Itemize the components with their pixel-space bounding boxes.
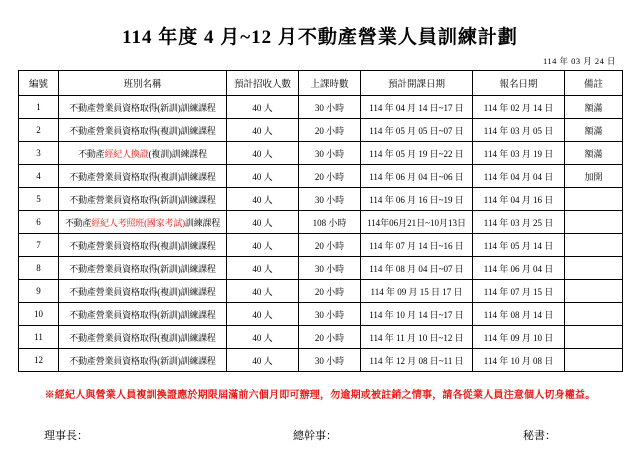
signature-chairman: 理事長： xyxy=(44,430,88,442)
cell-quota: 40 人 xyxy=(227,303,299,326)
cell-no: 8 xyxy=(19,257,59,280)
class-name-plain: 不動產 xyxy=(78,148,105,159)
cell-hours: 30 小時 xyxy=(299,257,361,280)
table-body xyxy=(19,96,623,372)
cell-hours: 20 小時 xyxy=(299,119,361,142)
cell-note: 額滿 xyxy=(565,96,623,119)
cell-note xyxy=(565,326,623,349)
table-row xyxy=(19,349,623,372)
class-name-plain: 不動產營業員資格取得(複訓)訓練課程 xyxy=(69,286,216,297)
cell-note xyxy=(565,188,623,211)
cell-hours: 108 小時 xyxy=(299,211,361,234)
cell-class-name xyxy=(59,211,227,234)
cell-signup: 114 年 03 月 19 日 xyxy=(473,142,565,165)
class-name-plain: 不動產營業員資格取得(複訓)訓練課程 xyxy=(69,332,216,343)
cell-quota: 40 人 xyxy=(227,96,299,119)
signature-secretary: 秘書： xyxy=(523,430,557,442)
cell-no: 11 xyxy=(19,326,59,349)
cell-quota: 40 人 xyxy=(227,142,299,165)
cell-hours: 30 小時 xyxy=(299,303,361,326)
cell-class-name xyxy=(59,280,227,303)
cell-dates: 114 年 08 月 04 日~07 日 xyxy=(361,257,473,280)
cell-dates: 114 年 05 月 05 日~07 日 xyxy=(361,119,473,142)
cell-note xyxy=(565,349,623,372)
cell-class-name xyxy=(59,303,227,326)
table-row xyxy=(19,142,623,165)
cell-note xyxy=(565,303,623,326)
cell-signup: 114 年 04 月 16 日 xyxy=(473,188,565,211)
class-name-plain: 不動產營業員資格取得(新訓)訓練課程 xyxy=(69,263,216,274)
cell-quota: 40 人 xyxy=(227,349,299,372)
column-header-name: 班別名稱 xyxy=(59,71,227,96)
cell-class-name xyxy=(59,142,227,165)
cell-dates: 114 年 07 月 14 日~16 日 xyxy=(361,234,473,257)
class-name-highlight: 經紀人換證 xyxy=(104,148,149,159)
cell-signup: 114 年 07 月 15 日 xyxy=(473,280,565,303)
cell-dates: 114 年 12 月 08 日~11 日 xyxy=(361,349,473,372)
table-row xyxy=(19,96,623,119)
cell-quota: 40 人 xyxy=(227,119,299,142)
cell-dates: 114 年 10 月 14 日~17 日 xyxy=(361,303,473,326)
cell-class-name xyxy=(59,119,227,142)
column-header-quota: 預計招收人數 xyxy=(227,71,299,96)
table-row xyxy=(19,257,623,280)
signature-block xyxy=(18,427,622,443)
cell-note xyxy=(565,280,623,303)
class-name-plain: 不動產 xyxy=(64,217,92,228)
cell-dates: 114 年 09 月 15 日 17 日 xyxy=(361,280,473,303)
class-name-plain: 不動產營業員資格取得(新訓)訓練課程 xyxy=(69,309,216,320)
class-name-plain: 不動產營業員資格取得(新訓)訓練課程 xyxy=(69,194,216,205)
cell-hours: 20 小時 xyxy=(299,165,361,188)
class-name-suffix: (複訓)訓練課程 xyxy=(148,148,207,159)
cell-signup: 114 年 05 月 14 日 xyxy=(473,234,565,257)
cell-no: 4 xyxy=(19,165,59,188)
cell-no: 5 xyxy=(19,188,59,211)
cell-signup: 114 年 03 月 05 日 xyxy=(473,119,565,142)
cell-signup: 114 年 06 月 04 日 xyxy=(473,257,565,280)
cell-signup: 114 年 08 月 14 日 xyxy=(473,303,565,326)
table-row xyxy=(19,188,623,211)
cell-dates: 114 年 06 月 16 日~19 日 xyxy=(361,188,473,211)
cell-no: 1 xyxy=(19,96,59,119)
table-row xyxy=(19,211,623,234)
table-row xyxy=(19,326,623,349)
column-header-signup: 報名日期 xyxy=(473,71,565,96)
cell-quota: 40 人 xyxy=(227,280,299,303)
table-row xyxy=(19,234,623,257)
class-name-highlight: 經紀人考照班(國家考試) xyxy=(91,217,185,228)
class-name-plain: 不動產營業員資格取得(新訓)訓練課程 xyxy=(69,102,216,113)
cell-dates: 114 年 11 月 10 日~12 日 xyxy=(361,326,473,349)
column-header-note: 備註 xyxy=(565,71,623,96)
cell-no: 6 xyxy=(19,211,59,234)
table-header-row xyxy=(19,71,623,96)
cell-class-name xyxy=(59,165,227,188)
cell-no: 2 xyxy=(19,119,59,142)
cell-hours: 20 小時 xyxy=(299,326,361,349)
cell-note xyxy=(565,211,623,234)
cell-signup: 114 年 04 月 04 日 xyxy=(473,165,565,188)
cell-no: 10 xyxy=(19,303,59,326)
column-header-dates: 預計開課日期 xyxy=(361,71,473,96)
cell-class-name xyxy=(59,326,227,349)
class-name-plain: 不動產營業員資格取得(複訓)訓練課程 xyxy=(69,125,216,136)
cell-no: 9 xyxy=(19,280,59,303)
document-date: 114 年 03 月 24 日 xyxy=(542,56,616,66)
cell-no: 12 xyxy=(19,349,59,372)
cell-signup: 114 年 09 月 10 日 xyxy=(473,326,565,349)
cell-note: 加開 xyxy=(565,165,623,188)
cell-class-name xyxy=(59,96,227,119)
cell-hours: 30 小時 xyxy=(299,188,361,211)
column-header-no: 編號 xyxy=(19,71,59,96)
class-name-suffix: 訓練課程 xyxy=(184,217,221,228)
cell-quota: 40 人 xyxy=(227,211,299,234)
cell-quota: 40 人 xyxy=(227,257,299,280)
column-header-hours: 上課時數 xyxy=(299,71,361,96)
class-name-plain: 不動產營業員資格取得(複訓)訓練課程 xyxy=(69,240,216,251)
cell-signup: 114 年 10 月 08 日 xyxy=(473,349,565,372)
cell-signup: 114 年 03 月 25 日 xyxy=(473,211,565,234)
footnote: ※經紀人與營業人員複訓換證應於期限屆滿前六個月即可辦理，勿逾期或被註銷之情事，請各從業人員注意個人切身權益。 xyxy=(44,390,596,401)
class-name-plain: 不動產營業員資格取得(新訓)訓練課程 xyxy=(69,355,216,366)
cell-hours: 20 小時 xyxy=(299,280,361,303)
cell-dates: 114 年 05 月 19 日~22 日 xyxy=(361,142,473,165)
cell-hours: 30 小時 xyxy=(299,349,361,372)
cell-class-name xyxy=(59,188,227,211)
cell-quota: 40 人 xyxy=(227,165,299,188)
table-row xyxy=(19,119,623,142)
class-name-plain: 不動產營業員資格取得(複訓)訓練課程 xyxy=(69,171,216,182)
cell-quota: 40 人 xyxy=(227,326,299,349)
signature-secretary-general: 總幹事： xyxy=(293,430,337,442)
table-row xyxy=(19,165,623,188)
cell-note: 額滿 xyxy=(565,142,623,165)
cell-note xyxy=(565,234,623,257)
cell-class-name xyxy=(59,349,227,372)
cell-note xyxy=(565,257,623,280)
table-row xyxy=(19,280,623,303)
cell-no: 7 xyxy=(19,234,59,257)
cell-hours: 30 小時 xyxy=(299,96,361,119)
cell-dates: 114年06月21日~10月13日 xyxy=(361,211,473,234)
training-plan-table xyxy=(18,70,623,372)
page-title: 114 年度 4 月~12 月不動產營業人員訓練計劃 xyxy=(122,27,518,48)
cell-hours: 20 小時 xyxy=(299,234,361,257)
cell-quota: 40 人 xyxy=(227,234,299,257)
cell-note: 額滿 xyxy=(565,119,623,142)
cell-dates: 114 年 06 月 04 日~06 日 xyxy=(361,165,473,188)
table-row xyxy=(19,303,623,326)
cell-no: 3 xyxy=(19,142,59,165)
cell-class-name xyxy=(59,234,227,257)
cell-signup: 114 年 02 月 14 日 xyxy=(473,96,565,119)
cell-class-name xyxy=(59,257,227,280)
document-page xyxy=(0,22,640,474)
cell-dates: 114 年 04 月 14 日~17 日 xyxy=(361,96,473,119)
cell-hours: 30 小時 xyxy=(299,142,361,165)
cell-quota: 40 人 xyxy=(227,188,299,211)
